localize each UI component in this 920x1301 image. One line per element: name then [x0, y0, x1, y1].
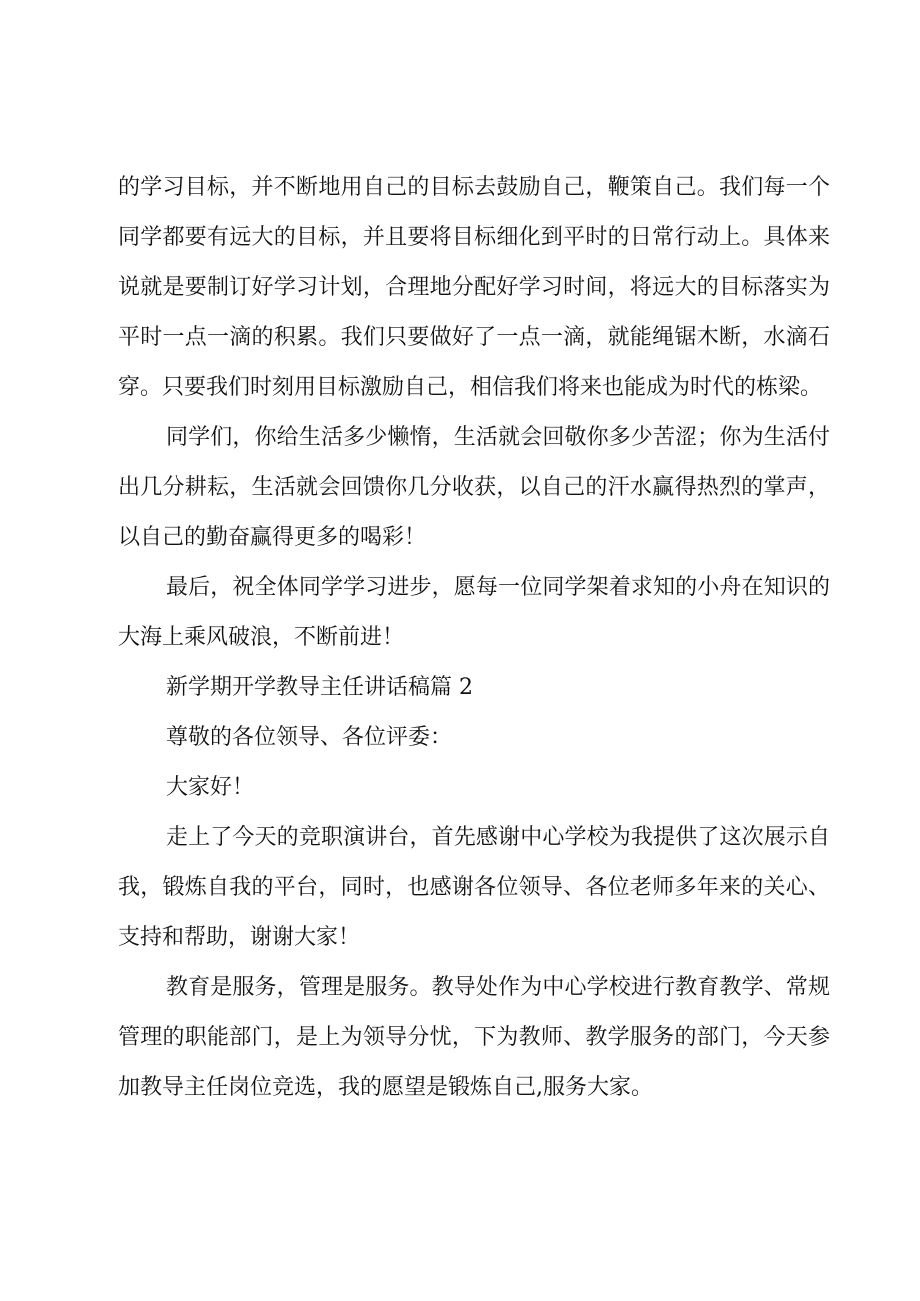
section-title: 新学期开学教导主任讲话稿篇 2: [166, 675, 473, 700]
paragraph-continuation: 的学习目标，并不断地用自己的目标去鼓励自己，鞭策自己。我们每一个同学都要有远大的目标，并且要将目标细化到平时的日常行动上。具体来说就是要制订好学习计划，合理地分配好学习时间，将远大的目标落实为平时一点一滴的积累。我们只要做好了一点一滴，就能绳锯木断，水滴石穿。只要我们时刻用目标激励自己，相信我们将来也能成为时代的栋梁。: [118, 175, 830, 400]
paragraph-service: 教育是服务，管理是服务。教导处作为中心学校进行教育教学、常规管理的职能部门，是上为领导分忧，下为教师、教学服务的部门，今天参加教导主任岗位竞选，我的愿望是锻炼自己,服务大家。: [118, 975, 830, 1100]
greeting: 大家好！: [166, 775, 255, 800]
paragraph-life-effort: 同学们，你给生活多少懒惰，生活就会回敬你多少苦涩；你为生活付出几分耕耘，生活就会回馈你几分收获，以自己的汗水赢得热烈的掌声，以自己的勤奋赢得更多的喝彩！: [118, 425, 830, 550]
paragraph-thanks: 走上了今天的竞职演讲台，首先感谢中心学校为我提供了这次展示自我，锻炼自我的平台，同时，也感谢各位领导、各位老师多年来的关心、支持和帮助，谢谢大家！: [118, 825, 830, 950]
document-body: [118, 163, 830, 1113]
paragraph-closing-wishes: 最后，祝全体同学学习进步，愿每一位同学架着求知的小舟在知识的大海上乘风破浪，不断前进！: [118, 575, 830, 650]
salutation: 尊敬的各位领导、各位评委：: [166, 725, 453, 750]
